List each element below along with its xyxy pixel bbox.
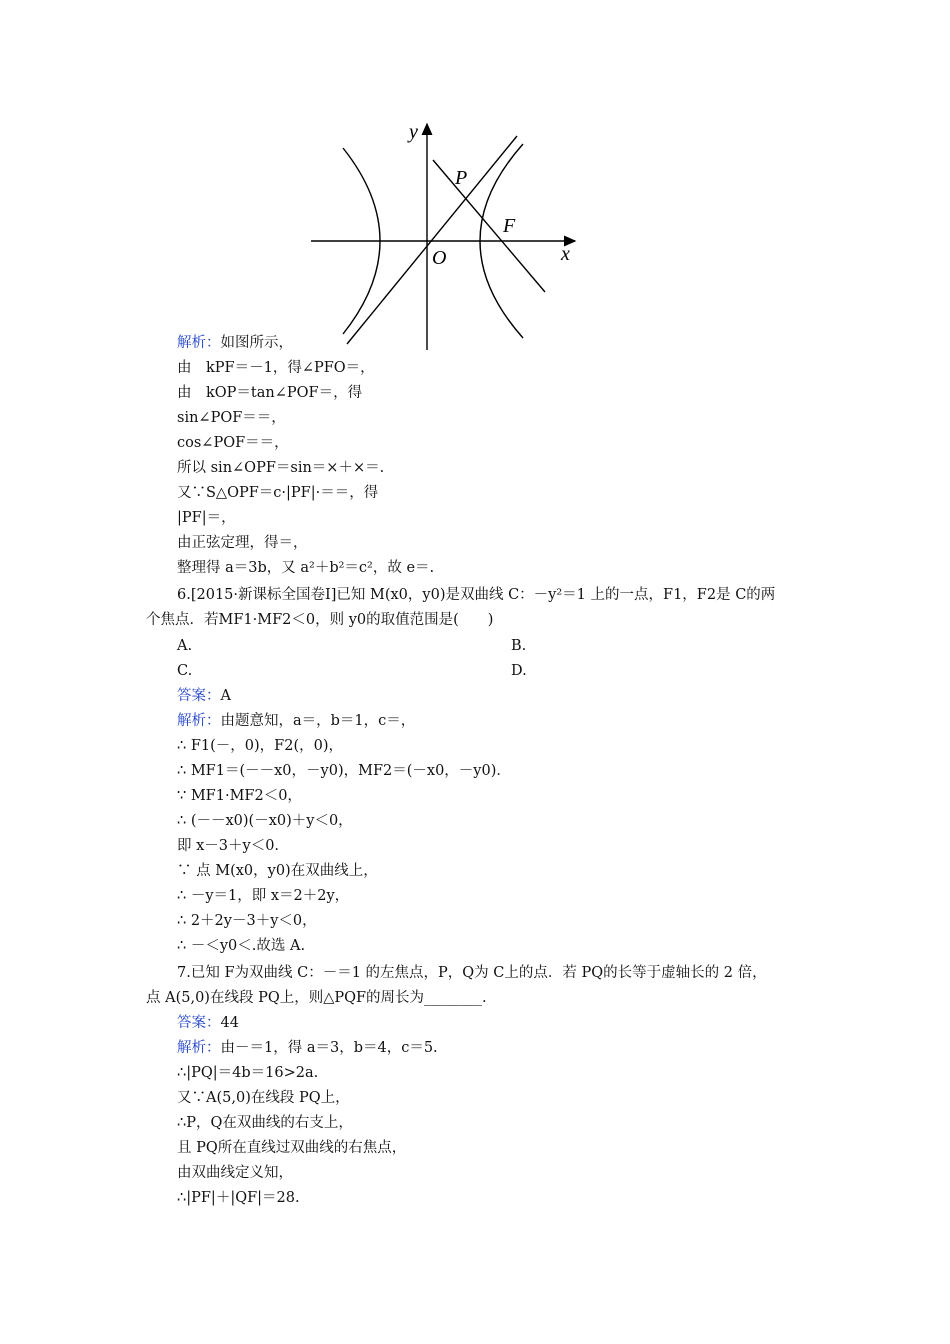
solution-line: 即 x－3＋y＜0.	[177, 838, 280, 854]
solution-line: 整理得 a＝3b，又 a²＋b²＝c²，故 e＝.	[177, 560, 435, 576]
label-y: y	[409, 121, 418, 143]
asymptote-line	[347, 136, 517, 344]
solution-line: 又∵S△OPF＝c·|PF|·＝＝，得	[177, 485, 379, 501]
answer-7: 答案：44	[177, 1015, 239, 1031]
label-f: F	[503, 215, 516, 237]
label-x: x	[561, 243, 570, 265]
solution-line: ∴ －y＝1，即 x＝2＋2y，	[177, 888, 350, 904]
solution-line: ∴ (－－x0)(－x0)＋y＜0，	[177, 813, 353, 829]
solution-line: ∴ －＜y0＜.故选 A.	[177, 938, 306, 954]
option-d: D.	[511, 663, 527, 679]
solution-line: 解析：由－＝1，得 a＝3，b＝4，c＝5.	[177, 1040, 438, 1056]
solution-line: ∴ MF1＝(－－x0，－y0)，MF2＝(－x0，－y0)．	[177, 763, 511, 779]
solution-line: ∴ 2＋2y－3＋y＜0，	[177, 913, 317, 929]
question-7-text: 点 A(5,0)在线段 PQ上，则△PQF的周长为________.	[146, 990, 487, 1006]
solution-line: ∴P，Q在双曲线的右支上，	[177, 1115, 353, 1131]
solution-line: 由 kPF＝－1，得∠PFO＝，	[177, 360, 375, 376]
question-6-text: 个焦点．若MF1·MF2＜0，则 y0的取值范围是( )	[146, 612, 494, 628]
answer-6: 答案：A	[177, 688, 231, 704]
question-6-text: 6.[2015·新课标全国卷Ⅰ]已知 M(x0，y0)是双曲线 C：－y²＝1 上的一点，F1，F2是 C的两	[177, 587, 776, 603]
solution-line: sin∠POF＝＝，	[177, 410, 286, 426]
solution-line: |PF|＝，	[177, 510, 236, 526]
hyperbola-figure	[305, 118, 585, 350]
solution-line: 由正弦定理，得＝，	[177, 535, 308, 551]
solution-line: ∵ MF1·MF2＜0，	[177, 788, 302, 804]
solution-line: ∵ 点 M(x0，y0)在双曲线上，	[177, 863, 378, 879]
solution-line: 解析：由题意知，a＝，b＝1，c＝，	[177, 713, 416, 729]
option-c: C.	[177, 663, 193, 679]
solution-line: 又∵A(5,0)在线段 PQ上，	[177, 1090, 350, 1106]
option-a: A.	[177, 638, 193, 654]
solution-line: 所以 sin∠OPF＝sin＝×＋×＝.	[177, 460, 385, 476]
label-o: O	[432, 247, 447, 269]
solution-line: ∴|PF|＋|QF|＝28.	[177, 1190, 300, 1206]
label-p: P	[455, 167, 468, 189]
solution-line: 解析：如图所示，	[177, 335, 293, 351]
solution-line: 且 PQ所在直线过双曲线的右焦点，	[177, 1140, 407, 1156]
solution-line: 由双曲线定义知，	[177, 1165, 293, 1181]
line-pf	[433, 160, 545, 292]
solution-line: cos∠POF＝＝，	[177, 435, 289, 451]
solution-line: ∴|PQ|＝4b＝16>2a.	[177, 1065, 319, 1081]
solution-line: 由 kOP＝tan∠POF＝，得	[177, 385, 363, 401]
solution-line: ∴ F1(－，0)，F2(，0)，	[177, 738, 343, 754]
option-b: B.	[511, 638, 527, 654]
question-7-text: 7.已知 F为双曲线 C：－＝1 的左焦点，P，Q为 C上的点．若 PQ的长等于虚轴长的 2 倍，	[177, 965, 767, 981]
